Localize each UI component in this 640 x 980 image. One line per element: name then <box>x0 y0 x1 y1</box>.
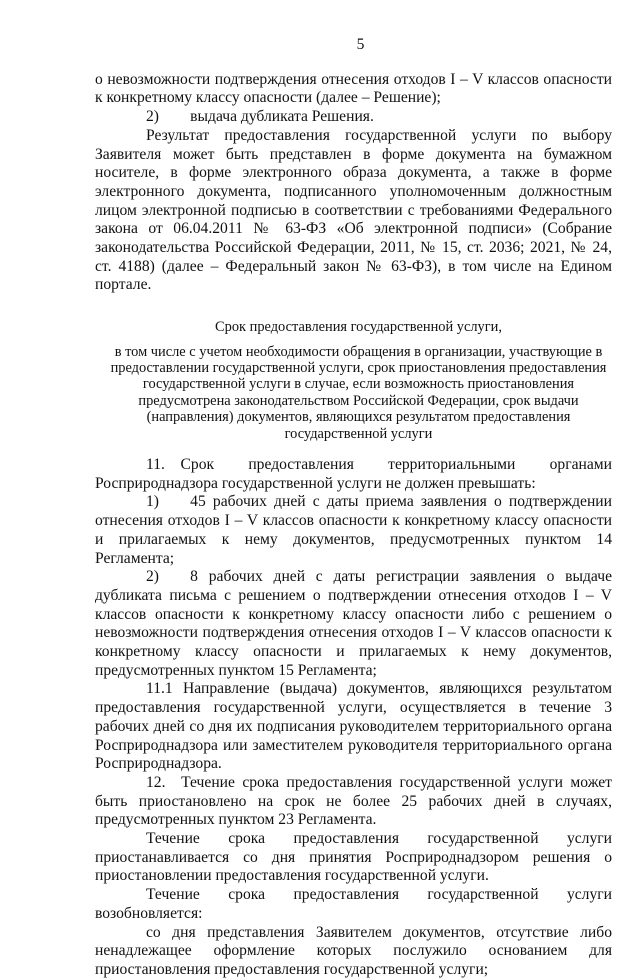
paragraph: о невозможности подтверждения отнесения отходов I – V классов опасности к конкретному классу опасности (далее – Решение); <box>95 70 612 107</box>
paragraph: 11. Срок предоставления территориальными органами Росприроднадзора государственной услуги не должен превышать: <box>95 455 612 492</box>
section-title-line: Срок предоставления государственной услуги, <box>215 319 502 336</box>
paragraph: Результат предоставления государственной услуги по выбору Заявителя может быть представлен в форме документа на бумажном носителе, в форме электронного образа документа, а также в форме электронного документа, подписанного уполномоченным должностным лицом электронной подписью в соответствии с требованиями Федерального закона от 06.04.2011 № 63-ФЗ «Об электронной подписи» (Собрание законодательства Российской Федерации, 2011, № 15, ст. 2036; 2021, № 24, ст. 4188) (далее – Федеральный закон № 63-ФЗ), в том числе на Едином портале. <box>95 126 612 294</box>
paragraph: 12. Течение срока предоставления государственной услуги может быть приостановлено на срок не более 25 рабочих дней в случаях, предусмотренных пунктом 23 Регламента. <box>95 773 612 829</box>
paragraph: 2) выдача дубликата Решения. <box>146 108 374 126</box>
paragraph: Течение срока предоставления государственной услуги возобновляется: <box>95 886 612 922</box>
page-number: 5 <box>356 36 365 53</box>
section-title <box>95 319 612 442</box>
paragraph: 1) 45 рабочих дней с даты приема заявления о подтверждении отнесения отходов I – V классов опасности к конкретному классу опасности и прилагаемых к нему документов, предусмотренных пунктом 14 Регламента; <box>95 493 612 567</box>
paragraph: со дня представления Заявителем документов, отсутствие либо ненадлежащее оформление которых послужило основанием для приостановления предоставления государственной услуги; <box>95 923 612 978</box>
paragraph: 2) 8 рабочих дней с даты регистрации заявления о выдаче дубликата письма с решением о подтверждении отнесения отходов I – V классов опасности к конкретному классу опасности либо с решением о невозможности подтверждения отнесения отходов I – V классов опасности к конкретному классу опасности и прилагаемых к нему документов, предусмотренных пунктом 15 Регламента; <box>95 568 612 679</box>
paragraph: Течение срока предоставления государственной услуги приостанавливается со дня принятия Росприроднадзором решения о приостановлении предоставления государственной услуги. <box>95 830 612 885</box>
section-title-body: в том числе с учетом необходимости обращения в организации, участвующие в предоставлении государственной услуги, срок приостановления предоставления государственной услуги в случае, если возможность приостановления предусмотрена законодательством Российской Федерации, срок выдачи (направления) документов, являющихся результатом предоставления государственной услуги <box>110 343 607 442</box>
paragraph: 11.1 Направление (выдача) документов, являющихся результатом предоставления государственной услуги, осуществляется в течение 3 рабочих дней со дня их подписания руководителем территориального органа Росприроднадзора или заместителем руководителя территориального органа Росприроднадзора. <box>95 680 612 773</box>
